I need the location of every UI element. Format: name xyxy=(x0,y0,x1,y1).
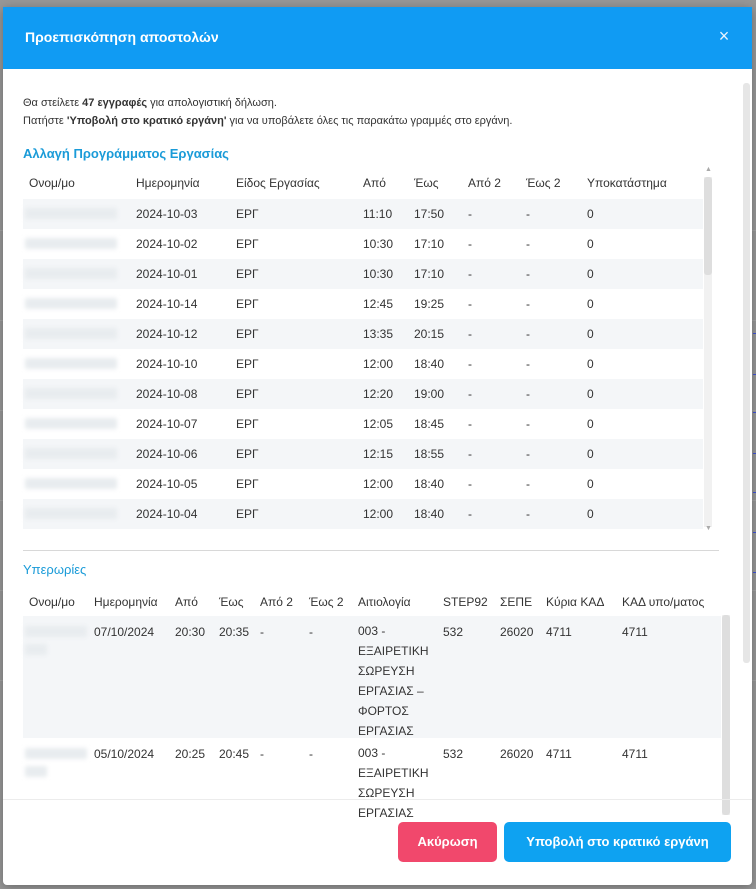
schedule-section-title: Αλλαγή Προγράμματος Εργασίας xyxy=(23,146,229,161)
overtime-reason-line: ΣΩΡΕΥΣΗ xyxy=(358,786,415,800)
schedule-cell: - xyxy=(526,417,530,431)
schedule-cell: 12:00 xyxy=(363,357,394,371)
schedule-row xyxy=(23,319,703,349)
overtime-cell-to2: - xyxy=(309,625,313,639)
schedule-table-header xyxy=(23,169,703,197)
schedule-cell: - xyxy=(468,507,472,521)
redacted-name xyxy=(25,268,117,279)
schedule-cell: 11:10 xyxy=(363,207,393,221)
schedule-cell: - xyxy=(526,207,530,221)
overtime-cell-step92: 532 xyxy=(443,747,464,761)
schedule-cell: - xyxy=(468,417,472,431)
schedule-cell: 2024-10-12 xyxy=(136,327,198,341)
schedule-row xyxy=(23,469,703,499)
schedule-cell: 12:05 xyxy=(363,417,394,431)
redacted-name xyxy=(25,298,117,309)
overtime-reason-line: ΕΞΑΙΡΕΤΙΚΗ xyxy=(358,644,429,658)
schedule-header-cell: Είδος Εργασίας xyxy=(236,176,320,190)
redacted-name xyxy=(25,358,117,369)
schedule-cell: 17:10 xyxy=(414,237,445,251)
overtime-cell-to: 20:35 xyxy=(219,625,250,639)
schedule-cell: 2024-10-02 xyxy=(136,237,198,251)
schedule-cell: 17:10 xyxy=(414,267,445,281)
schedule-header-cell: Από xyxy=(363,176,386,190)
redacted-name xyxy=(25,238,117,249)
schedule-cell: ΕΡΓ xyxy=(236,357,259,371)
schedule-cell: - xyxy=(468,357,472,371)
overtime-header-cell: Έως xyxy=(219,595,244,609)
schedule-cell: 0 xyxy=(587,297,594,311)
overtime-reason-line: ΕΡΓΑΣΙΑΣ xyxy=(358,724,414,738)
modal-title: Προεπισκόπηση αποστολών xyxy=(25,29,219,45)
overtime-cell-kad-branch: 4711 xyxy=(622,747,648,761)
schedule-cell: - xyxy=(526,267,530,281)
overtime-reason-line: ΦΟΡΤΟΣ xyxy=(358,704,409,718)
schedule-cell: ΕΡΓ xyxy=(236,237,259,251)
overtime-cell-date: 07/10/2024 xyxy=(94,625,155,639)
schedule-cell: ΕΡΓ xyxy=(236,207,259,221)
schedule-cell: - xyxy=(468,207,472,221)
schedule-cell: 0 xyxy=(587,387,594,401)
modal-footer xyxy=(3,799,752,885)
schedule-header-cell: Έως 2 xyxy=(526,176,561,190)
info-line-1 xyxy=(23,94,512,112)
schedule-row xyxy=(23,379,703,409)
schedule-cell: ΕΡΓ xyxy=(236,327,259,341)
modal-header xyxy=(3,7,752,69)
schedule-cell: - xyxy=(526,477,530,491)
schedule-cell: 10:30 xyxy=(363,267,394,281)
schedule-cell: - xyxy=(468,447,472,461)
redacted-name xyxy=(25,418,117,429)
schedule-cell: 2024-10-05 xyxy=(136,477,198,491)
schedule-cell: 12:00 xyxy=(363,507,394,521)
schedule-cell: 0 xyxy=(587,417,594,431)
overtime-table-header xyxy=(23,585,723,613)
schedule-cell: ΕΡΓ xyxy=(236,477,259,491)
schedule-table-scrollbar[interactable] xyxy=(704,177,712,527)
schedule-header-cell: Έως xyxy=(414,176,439,190)
schedule-cell: 20:15 xyxy=(414,327,445,341)
schedule-row xyxy=(23,259,703,289)
cancel-button[interactable]: Ακύρωση xyxy=(398,822,497,862)
schedule-cell: 18:55 xyxy=(414,447,445,461)
schedule-cell: 2024-10-07 xyxy=(136,417,198,431)
schedule-cell: - xyxy=(526,327,530,341)
redacted-name xyxy=(25,388,117,399)
schedule-cell: 0 xyxy=(587,207,594,221)
overtime-cell-date: 05/10/2024 xyxy=(94,747,155,761)
schedule-cell: 12:15 xyxy=(363,447,394,461)
schedule-cell: 2024-10-04 xyxy=(136,507,198,521)
overtime-header-cell: Ημερομηνία xyxy=(94,595,158,609)
schedule-header-cell: Υποκατάστημα xyxy=(587,176,667,190)
schedule-cell: - xyxy=(468,387,472,401)
overtime-table xyxy=(23,585,733,825)
overtime-cell-kad-main: 4711 xyxy=(546,625,572,639)
schedule-cell: 10:30 xyxy=(363,237,394,251)
schedule-table xyxy=(23,166,717,534)
redacted-name xyxy=(25,208,117,219)
schedule-cell: - xyxy=(526,237,530,251)
schedule-cell: ΕΡΓ xyxy=(236,507,259,521)
overtime-section-title: Υπερωρίες xyxy=(23,562,87,577)
schedule-cell: 17:50 xyxy=(414,207,445,221)
schedule-cell: 19:00 xyxy=(414,387,445,401)
overtime-reason-line: ΣΩΡΕΥΣΗ xyxy=(358,664,415,678)
overtime-header-cell: Από 2 xyxy=(260,595,293,609)
redacted-name xyxy=(25,626,87,637)
overtime-reason-line: 003 - xyxy=(358,746,386,760)
preview-modal xyxy=(3,7,752,885)
schedule-cell: 13:35 xyxy=(363,327,394,341)
schedule-cell: - xyxy=(468,237,472,251)
schedule-cell: ΕΡΓ xyxy=(236,417,259,431)
overtime-cell-to2: - xyxy=(309,747,313,761)
submit-to-ergani-button[interactable]: Υποβολή στο κρατικό εργάνη xyxy=(504,822,731,862)
redacted-name xyxy=(25,748,87,759)
schedule-cell: 2024-10-01 xyxy=(136,267,198,281)
schedule-cell: 12:45 xyxy=(363,297,394,311)
schedule-header-cell: Από 2 xyxy=(468,176,501,190)
overtime-cell-sepe: 26020 xyxy=(500,625,534,639)
schedule-row xyxy=(23,409,703,439)
info-line-1-prefix: Θα στείλετε xyxy=(23,97,83,109)
schedule-cell: 19:25 xyxy=(414,297,445,311)
schedule-cell: 0 xyxy=(587,237,594,251)
overtime-cell-step92: 532 xyxy=(443,625,464,639)
schedule-cell: 2024-10-06 xyxy=(136,447,198,461)
overtime-header-cell: ΣΕΠΕ xyxy=(500,595,533,609)
schedule-cell: - xyxy=(526,297,530,311)
schedule-cell: 0 xyxy=(587,267,594,281)
close-icon[interactable]: × xyxy=(718,26,730,46)
schedule-cell: 2024-10-03 xyxy=(136,207,198,221)
schedule-row xyxy=(23,229,703,259)
overtime-reason-line: ΕΡΓΑΣΙΑΣ xyxy=(358,806,414,820)
info-line-2-suffix: για να υποβάλετε όλες τις παρακάτω γραμμές στο εργάνη. xyxy=(226,115,513,127)
overtime-header-cell: Ονομ/μο xyxy=(29,595,75,609)
schedule-cell: 0 xyxy=(587,447,594,461)
schedule-cell: 0 xyxy=(587,327,594,341)
overtime-header-cell: STEP92 xyxy=(443,595,488,609)
overtime-cell-kad-main: 4711 xyxy=(546,747,572,761)
schedule-cell: 18:40 xyxy=(414,357,445,371)
overtime-reason xyxy=(358,621,438,741)
info-text xyxy=(23,94,512,130)
section-divider xyxy=(23,550,719,551)
schedule-cell: 2024-10-08 xyxy=(136,387,198,401)
overtime-header-cell: ΚΑΔ υπο/ματος xyxy=(622,595,705,609)
record-count: 47 εγγραφές xyxy=(82,97,148,109)
schedule-cell: - xyxy=(468,327,472,341)
schedule-row xyxy=(23,289,703,319)
overtime-cell-sepe: 26020 xyxy=(500,747,534,761)
schedule-cell: 18:40 xyxy=(414,507,445,521)
schedule-cell: 12:00 xyxy=(363,477,394,491)
redacted-name xyxy=(25,328,117,339)
schedule-row xyxy=(23,199,703,229)
info-line-2-prefix: Πατήστε xyxy=(23,115,67,127)
overtime-cell-from2: - xyxy=(260,625,264,639)
schedule-cell: ΕΡΓ xyxy=(236,267,259,281)
redacted-name xyxy=(25,448,117,459)
schedule-cell: - xyxy=(468,297,472,311)
overtime-header-cell: Από xyxy=(175,595,198,609)
overtime-reason-line: ΕΞΑΙΡΕΤΙΚΗ xyxy=(358,766,429,780)
schedule-cell: - xyxy=(526,387,530,401)
redacted-name xyxy=(25,508,117,519)
schedule-cell: 0 xyxy=(587,507,594,521)
overtime-header-cell: Αιτιολογία xyxy=(358,595,411,609)
schedule-cell: - xyxy=(526,507,530,521)
schedule-cell: 18:45 xyxy=(414,417,445,431)
schedule-cell: 12:20 xyxy=(363,387,394,401)
submit-hint: 'Υποβολή στο κρατικό εργάνη' xyxy=(66,115,227,127)
schedule-row xyxy=(23,499,703,529)
modal-scrollbar-thumb[interactable] xyxy=(743,83,750,663)
info-line-1-suffix: για απολογιστική δήλωση. xyxy=(147,97,277,109)
schedule-cell: 18:40 xyxy=(414,477,445,491)
schedule-cell: ΕΡΓ xyxy=(236,297,259,311)
schedule-cell: 0 xyxy=(587,477,594,491)
overtime-reason-line: 003 - xyxy=(358,624,386,638)
schedule-cell: - xyxy=(526,357,530,371)
schedule-scrollbar-thumb[interactable] xyxy=(704,177,712,275)
schedule-header-cell: Ημερομηνία xyxy=(136,176,200,190)
schedule-cell: ΕΡΓ xyxy=(236,447,259,461)
scroll-up-icon[interactable]: ▲ xyxy=(705,166,712,173)
schedule-row xyxy=(23,439,703,469)
overtime-table-scrollbar[interactable] xyxy=(722,615,730,815)
modal-body[interactable] xyxy=(3,69,752,820)
schedule-cell: - xyxy=(468,477,472,491)
overtime-cell-from: 20:30 xyxy=(175,625,206,639)
schedule-header-cell: Ονομ/μο xyxy=(29,176,75,190)
schedule-cell: ΕΡΓ xyxy=(236,387,259,401)
overtime-cell-from: 20:25 xyxy=(175,747,206,761)
schedule-row xyxy=(23,349,703,379)
scroll-down-icon[interactable]: ▼ xyxy=(705,525,712,532)
redacted-name xyxy=(25,766,47,777)
schedule-cell: 2024-10-10 xyxy=(136,357,198,371)
overtime-cell-kad-branch: 4711 xyxy=(622,625,648,639)
schedule-cell: 2024-10-14 xyxy=(136,297,198,311)
overtime-header-cell: Κύρια ΚΑΔ xyxy=(546,595,605,609)
redacted-name xyxy=(25,644,47,655)
overtime-reason-line: ΕΡΓΑΣΙΑΣ – xyxy=(358,684,424,698)
overtime-row xyxy=(23,616,721,738)
overtime-cell-to: 20:45 xyxy=(219,747,250,761)
redacted-name xyxy=(25,478,117,489)
info-line-2 xyxy=(23,112,512,130)
overtime-cell-from2: - xyxy=(260,747,264,761)
overtime-header-cell: Έως 2 xyxy=(309,595,344,609)
modal-scrollbar[interactable] xyxy=(743,83,750,723)
schedule-cell: - xyxy=(468,267,472,281)
schedule-cell: 0 xyxy=(587,357,594,371)
schedule-cell: - xyxy=(526,447,530,461)
overtime-scrollbar-thumb[interactable] xyxy=(722,615,730,815)
